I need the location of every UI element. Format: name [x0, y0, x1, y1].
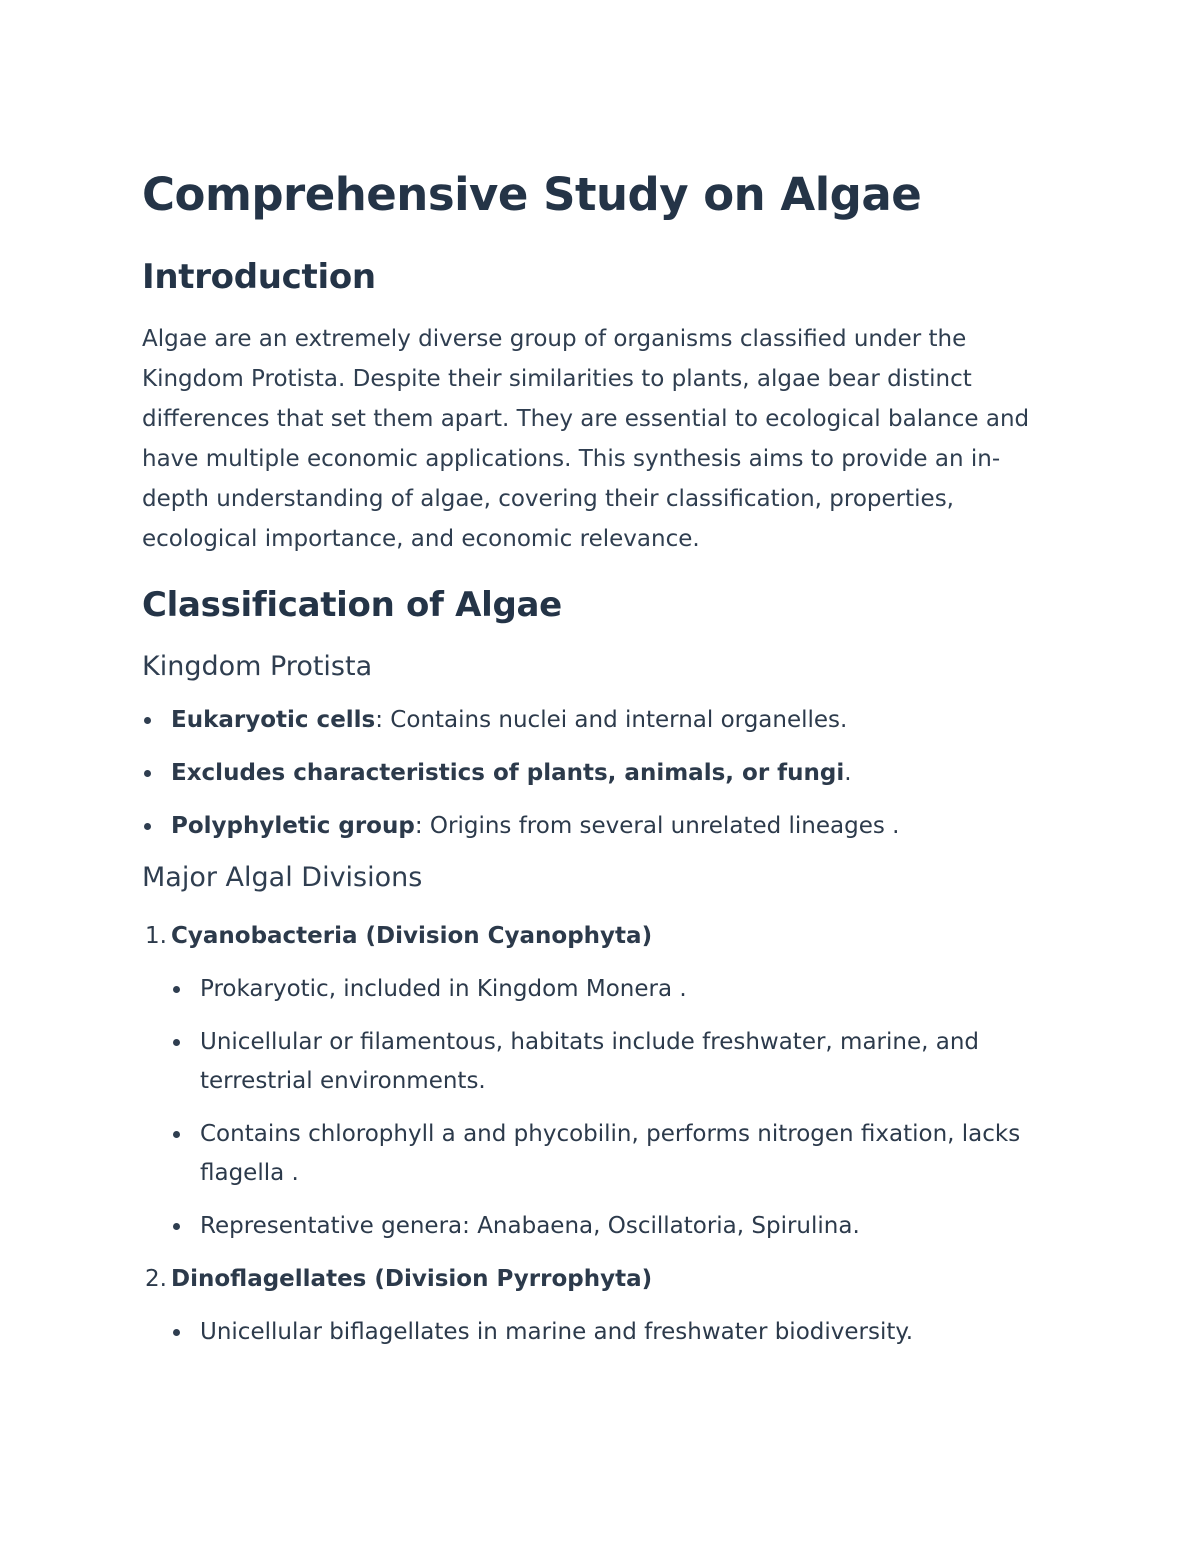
list-item-term: Eukaryotic cells	[171, 707, 376, 733]
list-item: Representative genera: Anabaena, Oscillatoria, Spirulina.	[142, 1207, 1050, 1246]
list-item	[142, 754, 1050, 793]
kingdom-protista-list	[142, 701, 1050, 846]
division-number: 2.	[145, 1266, 167, 1292]
divisions-list	[142, 917, 1050, 1352]
division-title: Cyanobacteria (Division Cyanophyta)	[171, 923, 653, 949]
introduction-heading: Introduction	[142, 257, 376, 297]
division-points	[142, 1313, 1050, 1352]
introduction-paragraph: Algae are an extremely diverse group of organisms classified under the Kingdom Protista. Despite their similarities to plants, algae bear distinct differences that set them apart. They are essential to ecological balance and have multiple economic applications. This synthesis aims to provide an in-depth understanding of algae, covering their classification, properties, ecological importance, and economic relevance.	[142, 326, 1030, 552]
list-item	[142, 701, 1050, 740]
document-title: Comprehensive Study on Algae	[142, 168, 922, 221]
list-item: Prokaryotic, included in Kingdom Monera .	[142, 970, 1050, 1009]
list-item-text: : Origins from several unrelated lineages .	[414, 813, 900, 839]
division-1-points	[142, 970, 1050, 1246]
division-item	[142, 1260, 1050, 1299]
list-item-term: Polyphyletic group	[171, 813, 415, 839]
classification-heading: Classification of Algae	[142, 585, 562, 625]
division-number: 1.	[145, 923, 167, 949]
list-item-text: : Contains nuclei and internal organelles.	[375, 707, 848, 733]
list-item-term: Excludes characteristics of plants, animals, or fungi	[171, 760, 845, 786]
major-divisions-heading: Major Algal Divisions	[142, 862, 423, 893]
list-item-text: .	[844, 760, 852, 786]
list-item: Unicellular or filamentous, habitats include freshwater, marine, and terrestrial environments.	[142, 1023, 1050, 1101]
division-title: Dinoflagellates (Division Pyrrophyta)	[171, 1266, 653, 1292]
division-2-points	[142, 1313, 1050, 1352]
division-points	[142, 970, 1050, 1246]
list-item: Contains chlorophyll a and phycobilin, performs nitrogen fixation, lacks flagella .	[142, 1115, 1050, 1193]
list-item: Unicellular biflagellates in marine and freshwater biodiversity.	[142, 1313, 1050, 1352]
division-item	[142, 917, 1050, 956]
list-item	[142, 807, 1050, 846]
kingdom-protista-heading: Kingdom Protista	[142, 651, 373, 682]
